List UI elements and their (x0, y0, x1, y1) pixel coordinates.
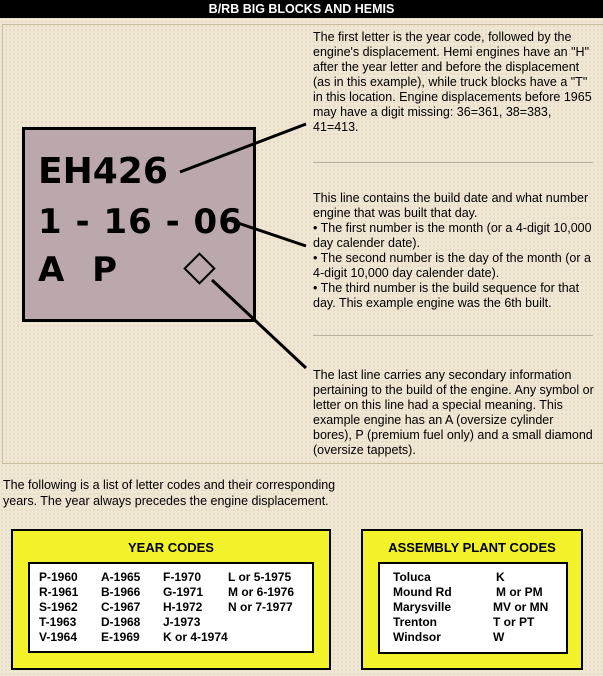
description-line-3 (313, 368, 595, 458)
year-code: L or 5-1975 (228, 570, 292, 584)
description-bullet-1: • The first number is the month (or a 4-digit 10,000 day calender date). (313, 221, 592, 250)
table-row (380, 600, 566, 615)
year-code: D-1968 (101, 615, 141, 629)
year-code: E-1969 (101, 630, 140, 644)
table-row (380, 585, 566, 600)
year-codes-box (11, 529, 331, 670)
year-code: R-1961 (39, 585, 79, 599)
plant-codes-table (378, 562, 568, 654)
year-code: H-1972 (163, 600, 203, 614)
year-codes-column (101, 570, 140, 645)
table-row (380, 570, 566, 585)
plant-codes-title: ASSEMBLY PLANT CODES (388, 540, 556, 555)
plant-code: M or PM (496, 585, 543, 599)
year-code: N or 7-1977 (228, 600, 293, 614)
description-text-2: This line contains the build date and what number engine that was built that day. (313, 191, 589, 220)
year-codes-table (28, 562, 314, 653)
intro-text: The following is a list of letter codes and their corresponding years. The year always precedes the engine displacement. (3, 478, 336, 508)
year-code: B-1966 (101, 585, 141, 599)
stamp-line-2: 1 - 16 - 06 (38, 202, 243, 242)
description-text-1: The first letter is the year code, followed by the engine's displacement. Hemi engines have an "H" after the year letter and before the displacement (as in this example), while truck blocks have a "T" in this location. Engine displacements before 1965 may have a digit missing: 36=361, 38=383, 41=413. (313, 30, 592, 134)
plant-name: Toluca (393, 570, 431, 584)
callout-line-3 (212, 280, 306, 368)
stamp-line-1: EH426 (38, 151, 168, 192)
year-codes-column (39, 570, 78, 645)
plant-name: Mound Rd (393, 585, 452, 599)
year-code: V-1964 (39, 630, 78, 644)
plant-code: MV or MN (493, 600, 549, 614)
callout-line-1 (180, 124, 306, 172)
year-code: M or 6-1976 (228, 585, 295, 599)
page-title: B/RB BIG BLOCKS AND HEMIS (0, 0, 603, 18)
year-codes-column (163, 570, 228, 645)
year-code: A-1965 (101, 570, 141, 584)
description-bullet-2: • The second number is the day of the month (or a 4-digit 10,000 day calender date). (313, 251, 591, 280)
year-code: S-1962 (39, 600, 78, 614)
plant-name: Trenton (393, 615, 437, 629)
divider (313, 335, 593, 336)
description-line-1 (313, 30, 595, 135)
year-code: K or 4-1974 (163, 630, 228, 644)
description-text-3: The last line carries any secondary information pertaining to the build of the engine. Any symbol or letter on this line had a special meaning. This example engine has an A (oversize cylinder bores), P (premium fuel only) and a small diamond (oversize tappets). (313, 368, 594, 457)
plant-code: T or PT (493, 615, 535, 629)
description-line-2 (313, 191, 595, 311)
year-codes-title: YEAR CODES (128, 540, 214, 555)
plant-code: K (496, 570, 505, 584)
stamp-line-3: A P (38, 250, 126, 290)
year-code: J-1973 (163, 615, 201, 629)
year-code: T-1963 (39, 615, 77, 629)
year-code: F-1970 (163, 570, 202, 584)
year-code: P-1960 (39, 570, 78, 584)
plant-name: Marysville (393, 600, 452, 614)
callout-line-2 (229, 220, 306, 246)
plant-name: Windsor (393, 630, 441, 644)
divider (313, 162, 593, 163)
description-bullet-3: • The third number is the build sequence for that day. This example engine was the 6th built. (313, 281, 580, 310)
year-code: G-1971 (163, 585, 204, 599)
table-row (380, 630, 566, 645)
table-row (380, 615, 566, 630)
plant-code: W (493, 630, 505, 644)
year-codes-column (228, 570, 294, 615)
year-code: C-1967 (101, 600, 141, 614)
plant-codes-box (361, 529, 583, 670)
